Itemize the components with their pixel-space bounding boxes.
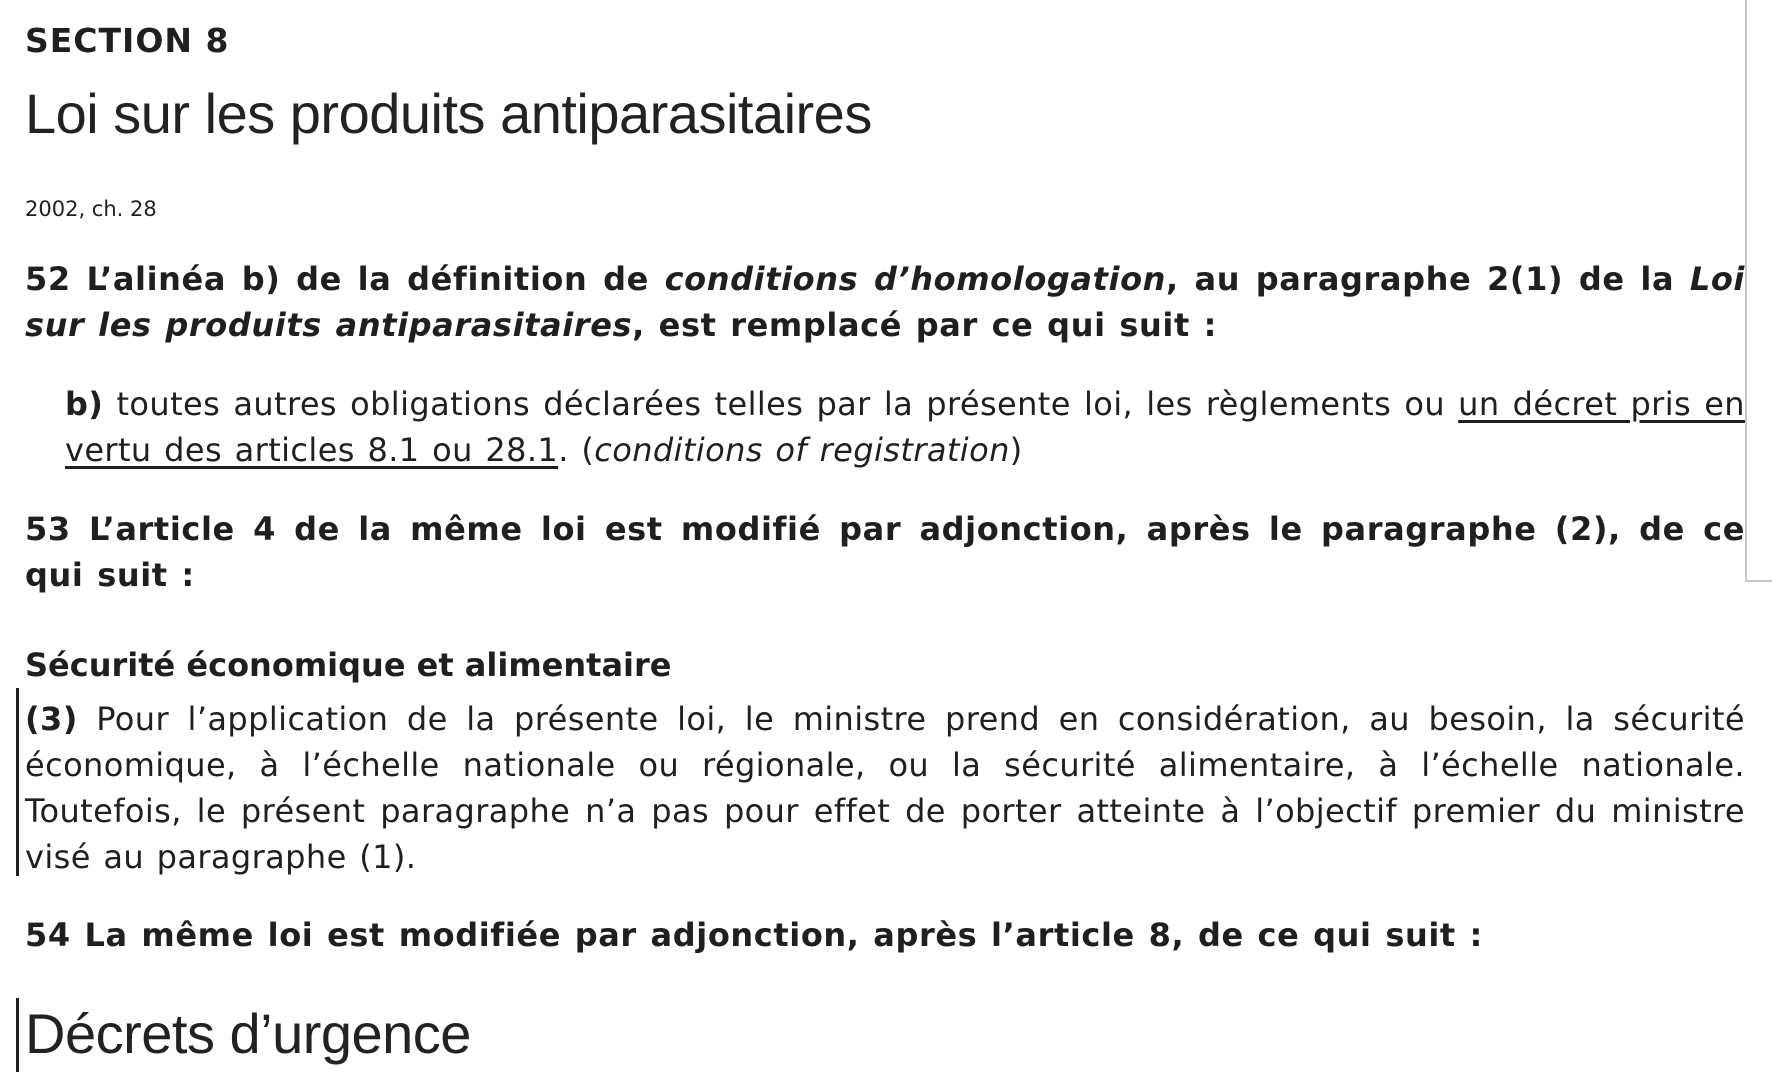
section-label: SECTION 8 [25,21,230,60]
clause-53 [25,506,1745,598]
clause-54-text: La même loi est modifiée par adjonction, après l’article 8, de ce qui suit : [84,916,1483,954]
paragraph-b-english-term: conditions of registration [594,431,1010,469]
clause-52-text-3: , est remplacé par ce qui suit : [632,306,1218,344]
amendment-marker-bar [16,998,19,1072]
clause-52-act-name: Loi sur les produits antiparasitaires [25,260,1746,344]
clause-52-text-1: L’alinéa b) de la définition de [86,260,665,298]
paragraph-b-label: b) [65,385,104,423]
clause-53-number: 53 [25,510,71,548]
clause-52-defined-term: conditions d’homologation [664,260,1167,298]
paragraph-b-text-1: toutes autres obligations déclarées telles par la présente loi, les règlements ou [103,385,1459,423]
paragraph-b [65,381,1745,473]
clause-52 [25,256,1745,348]
subsection-3-text: Pour l’application de la présente loi, le ministre prend en considération, au besoin, la sécurité économique, à l’échelle nationale ou régionale, ou la sécurité alimentaire, à l’échelle nationale. Toutefois, le présent paragraphe n’a pas pour effet de porter atteinte à l’objectif premier du ministre visé au paragraphe (1). [25,700,1745,876]
act-citation: 2002, ch. 28 [25,197,157,221]
paragraph-b-amended-text: un décret pris en vertu des articles 8.1 ou 28.1 [65,385,1745,469]
paragraph-b-text-2: . ( [558,431,595,469]
emergency-orders-heading: Décrets d’urgence [25,1002,471,1065]
paragraph-b-text-3: ) [1009,431,1023,469]
subsection-3-label: (3) [25,700,78,738]
clause-52-text-2: , au paragraphe 2(1) de la [1166,260,1690,298]
clause-54-number: 54 [25,916,71,954]
side-panel-tab[interactable] [1745,0,1772,582]
marginal-heading: Sécurité économique et alimentaire [25,646,672,684]
clause-52-number: 52 [25,260,71,298]
clause-54 [25,912,1745,958]
amendment-marker-bar [16,688,19,876]
clause-53-text: L’article 4 de la même loi est modifié par adjonction, après le paragraphe (2), de ce qui suit : [25,510,1745,594]
subsection-3 [25,696,1745,880]
act-title: Loi sur les produits antiparasitaires [25,82,872,145]
